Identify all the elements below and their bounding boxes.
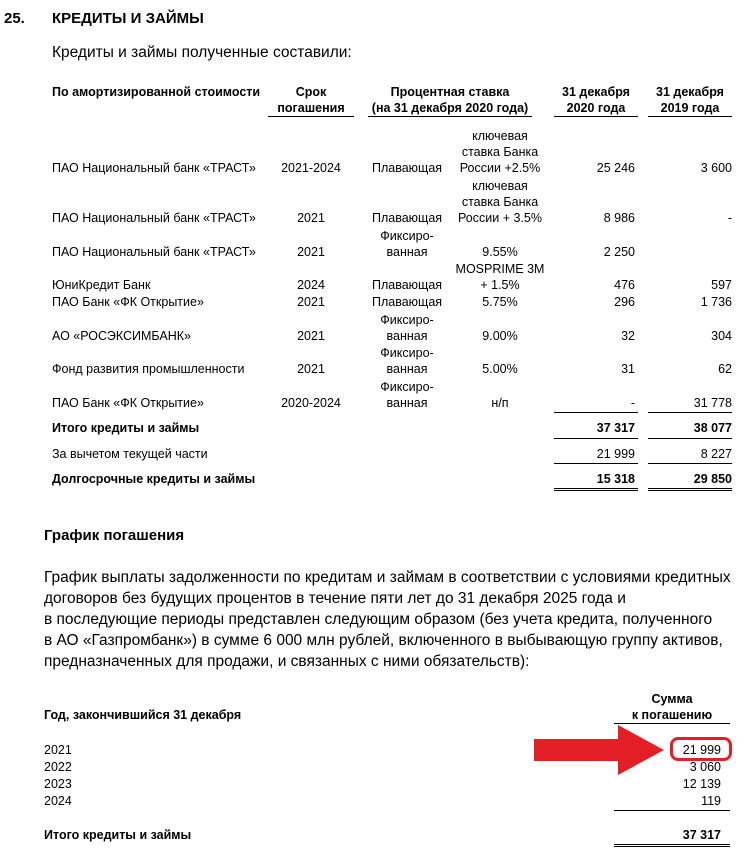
rule xyxy=(648,412,732,413)
row-rate-type: Фиксиро- ванная xyxy=(380,313,434,343)
header-name: По амортизированной стоимости xyxy=(52,85,261,99)
row-term: 2024 xyxy=(297,278,325,292)
row-rate-value: 9.55% xyxy=(482,245,518,259)
row-value-2019: 304 xyxy=(711,329,732,343)
schedule-year: 2024 xyxy=(44,794,72,808)
row-name: ПАО Национальный банк «ТРАСТ» xyxy=(52,245,256,259)
row-rate-value: ключевая ставка Банка России + 3.5% xyxy=(458,179,542,225)
schedule-total-amount: 37 317 xyxy=(682,828,721,842)
section-number: 25. xyxy=(4,10,25,27)
row-value-2019: 62 xyxy=(718,362,732,376)
row-rate-type: Фиксиро- ванная xyxy=(380,380,434,410)
row-value-2019: 31 778 xyxy=(693,396,732,410)
row-rate-type: Плавающая xyxy=(372,295,443,309)
schedule-amount: 3 060 xyxy=(689,760,721,774)
row-value-2020: - xyxy=(630,396,635,410)
row-term: 2021 xyxy=(297,295,325,309)
schedule-title: График погашения xyxy=(44,527,185,544)
schedule-amount: 12 139 xyxy=(682,777,721,791)
row-name: ПАО Банк «ФК Открытие» xyxy=(52,396,204,410)
header-rate: Процентная ставка (на 31 декабря 2020 года) xyxy=(368,84,532,117)
row-rate-value: н/п xyxy=(491,396,509,410)
row-rate-type: Фиксиро- ванная xyxy=(380,346,434,376)
row-rate-type: Плавающая xyxy=(372,211,443,225)
current-value-2020: 21 999 xyxy=(596,447,635,461)
row-rate-value: ключевая ставка Банка России +2.5% xyxy=(459,129,541,175)
row-rate-type: Плавающая xyxy=(372,161,443,175)
row-value-2019: - xyxy=(727,211,732,225)
double-rule xyxy=(554,488,638,489)
row-name: ЮниКредит Банк xyxy=(52,278,151,292)
row-rate-value: 9.00% xyxy=(482,329,518,343)
highlight-circle xyxy=(670,737,732,761)
current-value-2019: 8 227 xyxy=(700,447,732,461)
row-name: ПАО Национальный банк «ТРАСТ» xyxy=(52,161,256,175)
double-rule xyxy=(554,490,638,491)
row-rate-type: Плавающая xyxy=(372,278,443,292)
red-arrow-icon xyxy=(534,725,670,775)
schedule-total-label: Итого кредиты и займы xyxy=(44,828,192,842)
row-term: 2020-2024 xyxy=(281,396,341,410)
row-term: 2021 xyxy=(297,362,325,376)
rule xyxy=(648,438,732,439)
row-term: 2021 xyxy=(297,245,325,259)
rule xyxy=(554,412,638,413)
section-intro: Кредиты и займы полученные составили: xyxy=(52,44,352,61)
row-rate-value: MOSPRIME 3M + 1.5% xyxy=(455,262,545,292)
schedule-year: 2021 xyxy=(44,743,72,757)
row-term: 2021-2024 xyxy=(281,161,341,175)
schedule-year: 2022 xyxy=(44,760,72,774)
long-term-value-2019: 29 850 xyxy=(693,472,732,486)
rule xyxy=(648,463,732,464)
row-term: 2021 xyxy=(297,329,325,343)
schedule-year-header: Год, закончившийся 31 декабря xyxy=(44,708,242,722)
row-value-2020: 8 986 xyxy=(603,211,635,225)
row-value-2019: 1 736 xyxy=(700,295,732,309)
row-term: 2021 xyxy=(297,211,325,225)
row-name: ПАО Банк «ФК Открытие» xyxy=(52,295,204,309)
row-name: Фонд развития промышленности xyxy=(52,362,245,376)
double-rule xyxy=(614,844,730,845)
row-value-2020: 25 246 xyxy=(596,161,635,175)
rule xyxy=(614,810,730,811)
double-rule xyxy=(648,488,732,489)
row-value-2020: 476 xyxy=(614,278,635,292)
schedule-amount-header: Сумма к погашению xyxy=(614,691,730,724)
row-value-2020: 296 xyxy=(614,295,635,309)
row-rate-value: 5.00% xyxy=(482,362,518,376)
row-rate-value: 5.75% xyxy=(482,295,518,309)
header-term: Срок погашения xyxy=(268,84,354,117)
row-name: АО «РОСЭКСИМБАНК» xyxy=(52,329,191,343)
row-name: ПАО Национальный банк «ТРАСТ» xyxy=(52,211,256,225)
row-value-2019: 597 xyxy=(711,278,732,292)
rule xyxy=(554,438,638,439)
row-value-2019: 3 600 xyxy=(700,161,732,175)
schedule-amount: 119 xyxy=(701,794,721,808)
total-value-2019: 38 077 xyxy=(693,421,732,435)
section-title: КРЕДИТЫ И ЗАЙМЫ xyxy=(52,10,204,27)
schedule-paragraph: График выплаты задолженности по кредитам и займам в соответствии с условиями кредитных договоров без будущих процентов в течение пяти лет до 31 декабря 2025 года и в последующие периоды представлен следующим образом (без учета кредита, полученного в АО «Газпромбанк») в сумме 6 000 млн рублей, включенного в выбывающую группу активов, предназначенных для продажи, и связанных с ними обязательств): xyxy=(44,569,731,670)
long-term-label: Долгосрочные кредиты и займы xyxy=(52,472,256,486)
current-label: За вычетом текущей части xyxy=(52,447,208,461)
double-rule xyxy=(648,490,732,491)
total-label: Итого кредиты и займы xyxy=(52,421,200,435)
long-term-value-2020: 15 318 xyxy=(596,472,635,486)
double-rule xyxy=(614,846,730,847)
rule xyxy=(554,463,638,464)
total-value-2020: 37 317 xyxy=(596,421,635,435)
row-value-2020: 2 250 xyxy=(603,245,635,259)
row-rate-type: Фиксиро- ванная xyxy=(380,229,434,259)
row-value-2020: 32 xyxy=(621,329,635,343)
schedule-year: 2023 xyxy=(44,777,72,791)
row-value-2020: 31 xyxy=(621,362,635,376)
header-dec-2020: 31 декабря 2020 года xyxy=(554,84,638,117)
schedule-amount: 21 999 xyxy=(682,743,721,757)
header-dec-2019: 31 декабря 2019 года xyxy=(648,84,732,117)
